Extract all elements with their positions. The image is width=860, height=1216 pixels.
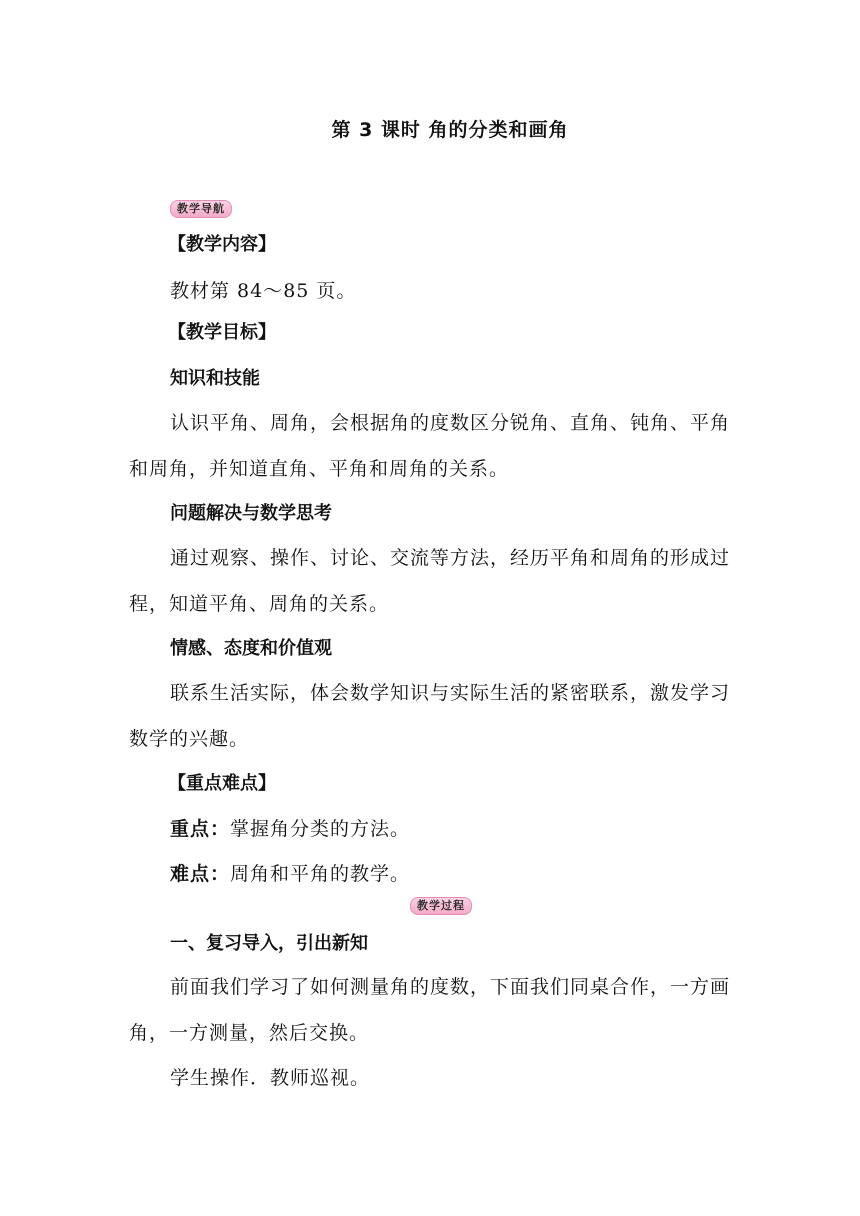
key-label: 重点： bbox=[170, 818, 231, 840]
emotion-line-1: 联系生活实际，体会数学知识与实际生活的紧密联系，激发学习 bbox=[170, 682, 731, 704]
difficult-label: 难点： bbox=[170, 863, 231, 885]
guide-badge-label: 教学导航 bbox=[170, 200, 232, 218]
difficult-point bbox=[170, 859, 410, 886]
emotion-line-2: 数学的兴趣。 bbox=[129, 728, 250, 750]
knowledge-line-2: 和周角，并知道直角、平角和周角的关系。 bbox=[129, 458, 510, 480]
process-badge-label: 教学过程 bbox=[410, 897, 472, 915]
section1-heading: 一、复习导入，引出新知 bbox=[170, 933, 368, 954]
emotion-heading: 情感、态度和价值观 bbox=[170, 638, 332, 659]
goals-heading: 【教学目标】 bbox=[168, 322, 276, 343]
section1-line-3: 学生操作．教师巡视。 bbox=[170, 1067, 371, 1089]
key-point bbox=[170, 814, 410, 841]
page-title: 第 3 课时 角的分类和画角 bbox=[331, 119, 569, 141]
knowledge-heading: 知识和技能 bbox=[170, 368, 260, 389]
knowledge-line-1: 认识平角、周角，会根据角的度数区分锐角、直角、钝角、平角 bbox=[170, 412, 731, 434]
problem-line-2: 程，知道平角、周角的关系。 bbox=[129, 593, 390, 615]
key-heading: 【重点难点】 bbox=[168, 773, 276, 794]
content-text: 教材第 84～85 页。 bbox=[170, 280, 357, 302]
content-heading: 【教学内容】 bbox=[168, 234, 276, 255]
section1-line-1: 前面我们学习了如何测量角的度数，下面我们同桌合作，一方画 bbox=[170, 976, 731, 998]
problem-heading: 问题解决与数学思考 bbox=[170, 503, 332, 524]
process-badge bbox=[410, 894, 472, 915]
difficult-text: 周角和平角的教学。 bbox=[230, 863, 411, 885]
problem-line-1: 通过观察、操作、讨论、交流等方法，经历平角和周角的形成过 bbox=[170, 547, 731, 569]
key-text: 掌握角分类的方法。 bbox=[230, 818, 411, 840]
guide-badge bbox=[170, 197, 232, 218]
section1-line-2: 角，一方测量，然后交换。 bbox=[129, 1022, 370, 1044]
